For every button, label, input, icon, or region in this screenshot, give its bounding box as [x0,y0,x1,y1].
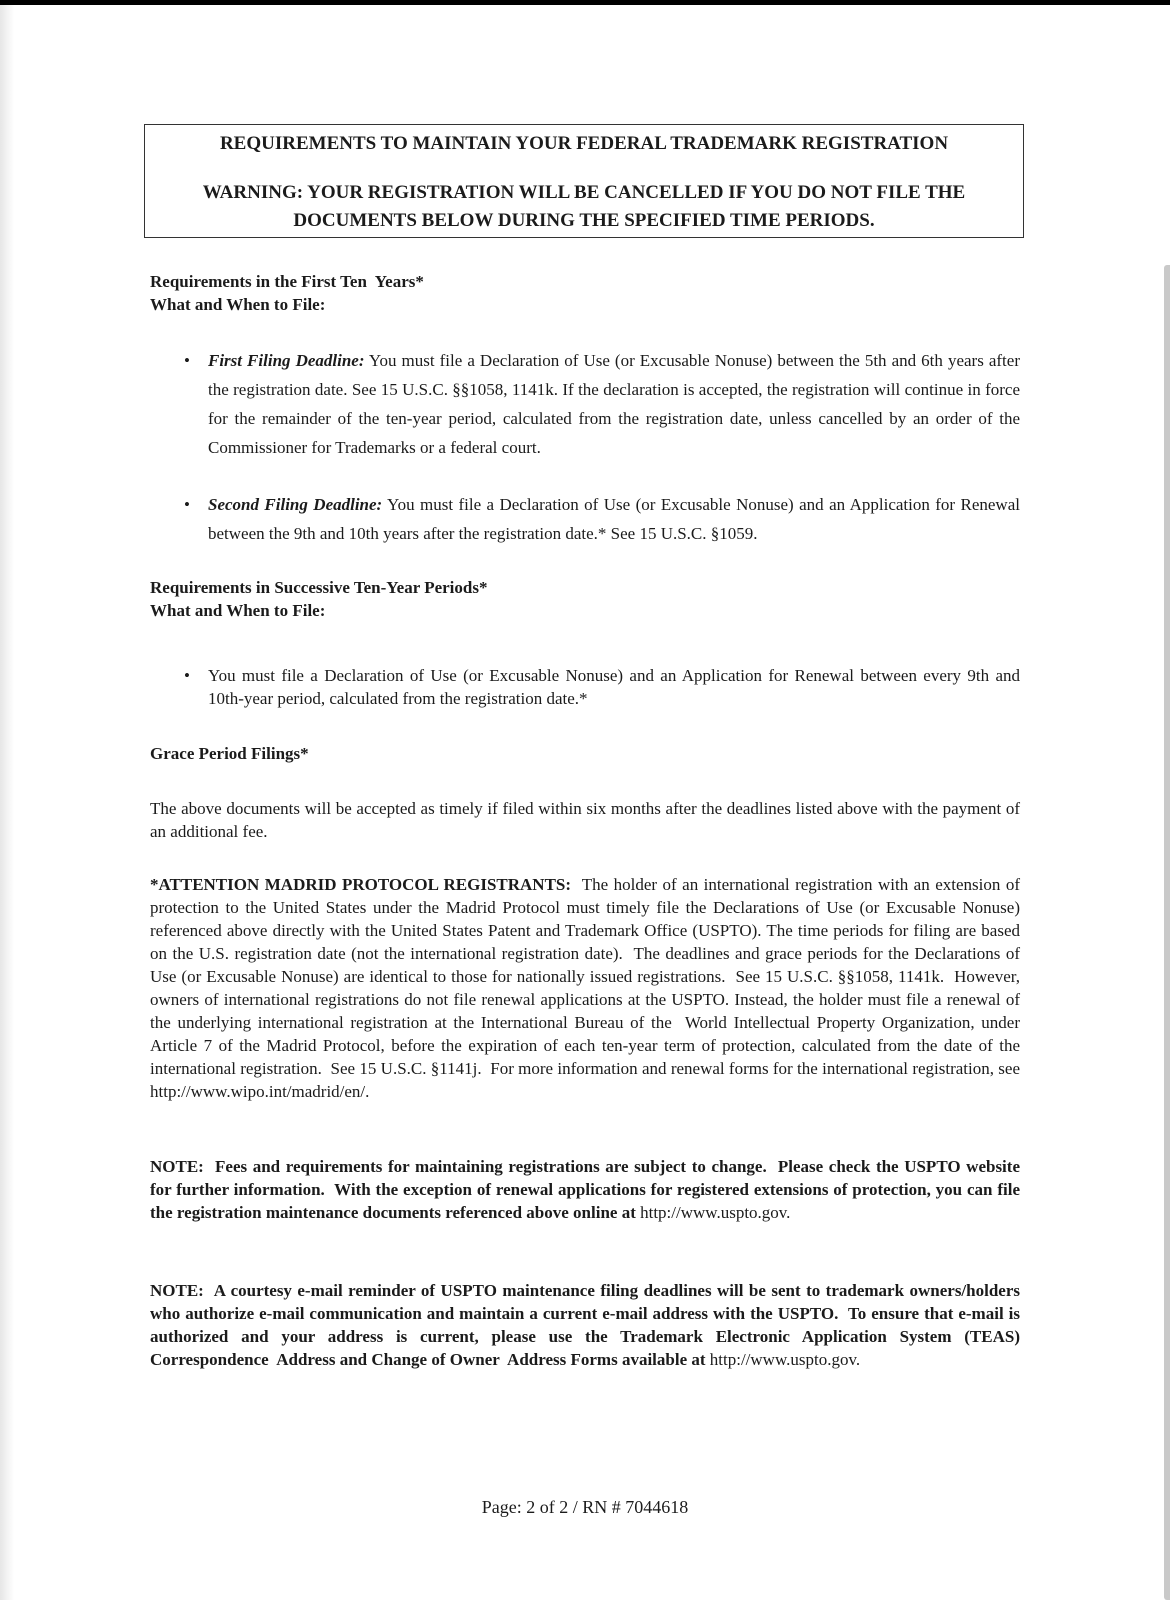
successive-subheading: What and When to File: [150,601,326,620]
bullet-text: You must file a Declaration of Use (or Excusable Nonuse) and an Application for Renewal between the 9th and 10th years after the registration date.* See 15 U.S.C. §1059. [208,495,1020,543]
successive-heading [150,576,487,622]
uspto-link-2[interactable]: http://www.uspto.gov. [709,1350,861,1369]
page-footer: Page: 2 of 2 / RN # 7044618 [481,1497,689,1517]
first-ten-list-2 [150,490,1020,548]
madrid-text: The holder of an international registration with an extension of protection to the United States under the Madrid Protocol must timely file the Declarations of Use (or Excusable Nonuse) referenced above directly with the United States Patent and Trademark Office (USPTO). The time periods for filing are based on the U.S. registration date (not the international registration date). The deadlines and grace periods for the Declarations of Use (or Excusable Nonuse) are identical to those for nationally issued registrations. See 15 U.S.C. §§1058, 1141k. However, owners of international registrations do not file renewal applications at the USPTO. Instead, the holder must file a renewal of the underlying international registration at the International Bureau of the World Intellectual Property Organization, under Article 7 of the Madrid Protocol, before the expiration of each ten-year term of protection, calculated from the date of the international registration. See 15 U.S.C. §1141j. For more information and renewal forms for the international registration, see http://www.wipo.int/madrid/en/. [150,875,1025,1101]
bullet-lead: Second Filing Deadline: [208,495,383,514]
list-item [150,490,1020,548]
note-email-text: NOTE: A courtesy e-mail reminder of USPTO maintenance filing deadlines will be sent to trademark owners/holders who authorize e-mail communication and maintain a current e-mail address with the USPTO. To ensure that e-mail is authorized and your address is current, please use the Trademark Electronic Application System (TEAS) Correspondence Address and Change of Owner Address Forms available at [150,1281,1025,1369]
grace-heading: Grace Period Filings* [150,744,309,763]
note-fees [150,1155,1025,1224]
first-ten-title: Requirements in the First Ten Years* [150,272,424,291]
box-title: REQUIREMENTS TO MAINTAIN YOUR FEDERAL TRADEMARK REGISTRATION [219,133,949,154]
madrid-paragraph [150,873,1025,1103]
madrid-lead: *ATTENTION MADRID PROTOCOL REGISTRANTS: [150,875,572,894]
warning-box [144,124,1024,238]
box-warning: WARNING: YOUR REGISTRATION WILL BE CANCELLED IF YOU DO NOT FILE THE DOCUMENTS BELOW DURING THE SPECIFIED TIME PERIODS. [202,182,966,231]
list-item [150,346,1020,462]
bullet-lead: First Filing Deadline: [208,351,365,370]
first-ten-heading [150,270,424,316]
uspto-link[interactable]: http://www.uspto.gov. [640,1203,791,1222]
note-email [150,1279,1025,1371]
list-item: • You must file a Declaration of Use (or Excusable Nonuse) and an Application for Renewal between every 9th and 10th-year period, calculated from the registration date.* [150,664,1020,710]
grace-text: The above documents will be accepted as timely if filed within six months after the deadlines listed above with the payment of an additional fee. [150,799,1020,841]
successive-title: Requirements in Successive Ten-Year Periods* [150,578,488,597]
note-fees-text: NOTE: Fees and requirements for maintaining registrations are subject to change. Please check the USPTO website for further information. With the exception of renewal applications for registered extensions of protection, you can file the registration maintenance documents referenced above online at [150,1157,1025,1222]
first-ten-list [150,346,1020,462]
first-ten-subheading: What and When to File: [150,295,326,314]
successive-list [150,664,1020,710]
bullet-text: You must file a Declaration of Use (or Excusable Nonuse) between the 5th and 6th years after the registration date. See 15 U.S.C. §§1058, 1141k. If the declaration is accepted, the registration will continue in force for the remainder of the ten-year period, calculated from the registration date, unless cancelled by an order of the Commissioner for Trademarks or a federal court. [208,351,1020,457]
